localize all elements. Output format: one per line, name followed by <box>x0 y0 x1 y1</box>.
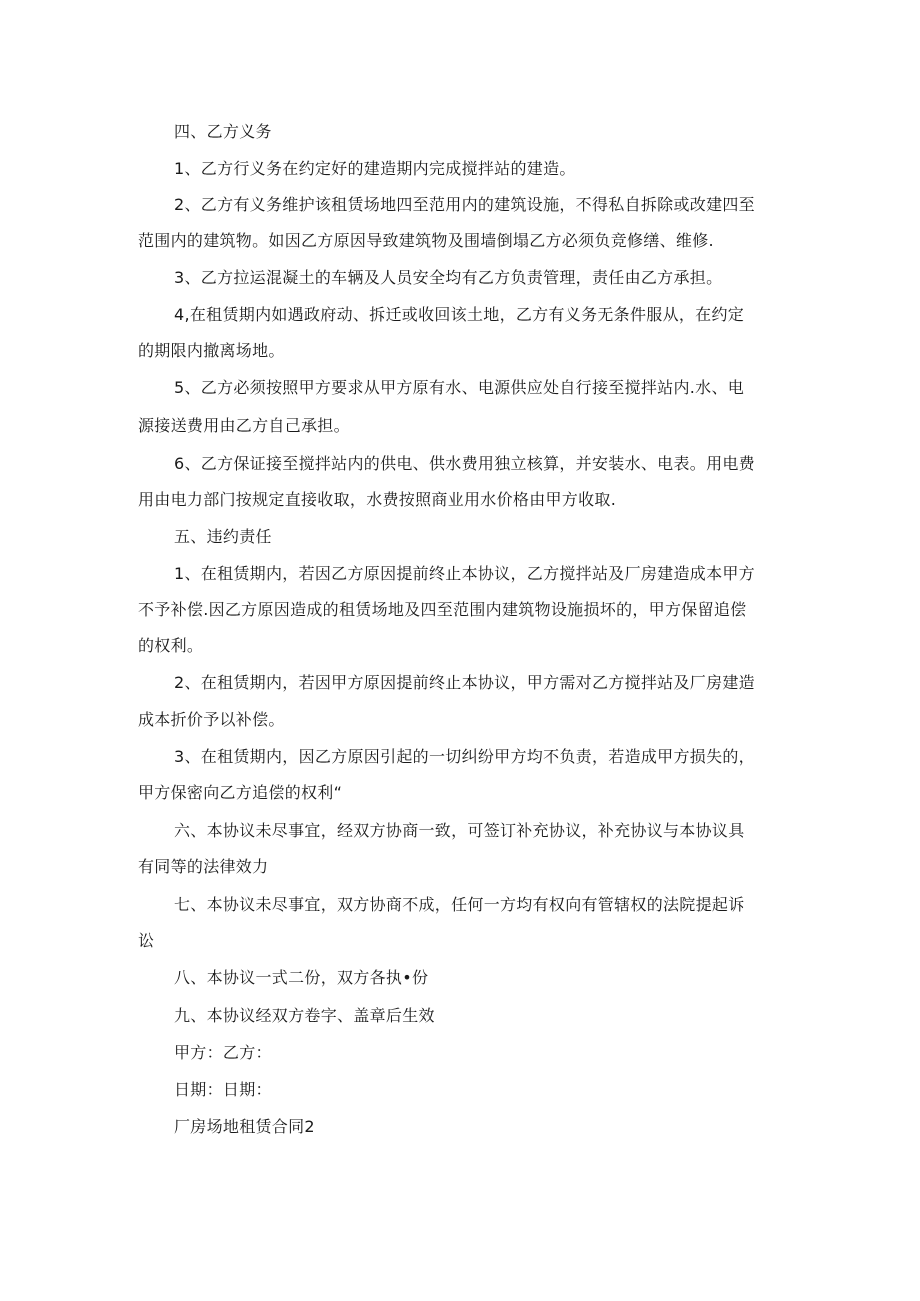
s5-item-3-line-1: 3、在租赁期内，因乙方原因引起的一切纠纷甲方均不负责，若造成甲方损失的， <box>174 747 755 766</box>
s4-item-6-line-2: 用由电力部门按规定直接收取，水费按照商业用水价格由甲方收取. <box>138 490 617 509</box>
s4-item-6-line-1: 6、乙方保证接至搅拌站内的供电、供水费用独立核算，并安装水、电表。用电费 <box>174 454 755 473</box>
next-document-title: 厂房场地租赁合同2 <box>174 1117 315 1136</box>
section-8: 八、本协议一式二份，双方各执•份 <box>174 968 429 987</box>
section-6-line-2: 有同等的法律效力 <box>138 857 269 876</box>
s4-item-2-line-1: 2、乙方有义务维护该租赁场地四至范用内的建筑设施，不得私自拆除或改建四至 <box>174 195 755 214</box>
s5-item-2-line-2: 成本折价予以补偿。 <box>138 710 285 729</box>
s4-item-5-line-1: 5、乙方必须按照甲方要求从甲方原有水、电源供应处自行接至搅拌站内.水、电 <box>174 378 745 397</box>
s4-item-5-line-2: 源接送费用由乙方自己承担。 <box>138 416 350 435</box>
date-line: 日期：日期： <box>174 1080 272 1099</box>
party-signature-line: 甲方：乙方： <box>174 1043 272 1062</box>
s5-item-1-line-1: 1、在租赁期内，若因乙方原因提前终止本协议，乙方搅拌站及厂房建造成本甲方 <box>174 564 755 583</box>
section-4-heading: 四、乙方义务 <box>174 122 272 141</box>
section-7-line-1: 七、本协议未尽事宜，双方协商不成，任何一方均有权向有管辖权的法院提起诉 <box>174 895 745 914</box>
section-6-line-1: 六、本协议未尽事宜，经双方协商一致，可签订补充协议，补充协议与本协议具 <box>174 821 745 840</box>
section-7-line-2: 讼 <box>138 931 155 950</box>
s5-item-1-line-2: 不予补偿.因乙方原因造成的租赁场地及四至范围内建筑物设施损坏的，甲方保留追偿 <box>138 600 747 619</box>
s4-item-3: 3、乙方拉运混凝土的车辆及人员安全均有乙方负责管理，责任由乙方承担。 <box>174 268 723 287</box>
s4-item-4-line-2: 的期限内撤离场地。 <box>138 341 285 360</box>
s4-item-2-line-2: 范围内的建筑物。如因乙方原因导致建筑物及围墙倒塌乙方必须负竞修缮、维修. <box>138 231 714 250</box>
s5-item-3-line-2: 甲方保密向乙方追偿的权利“ <box>138 783 343 802</box>
s5-item-1-line-3: 的权利。 <box>138 636 204 655</box>
s5-item-2-line-1: 2、在租赁期内，若因甲方原因提前终止本协议，甲方需对乙方搅拌站及厂房建造 <box>174 673 755 692</box>
section-5-heading: 五、违约责任 <box>174 527 272 546</box>
section-9: 九、本协议经双方卷字、盖章后生效 <box>174 1006 435 1025</box>
s4-item-4-line-1: 4,在租赁期内如遇政府动、拆迁或收回该土地，乙方有义务无条件服从，在约定 <box>174 305 745 324</box>
s4-item-1: 1、乙方行义务在约定好的建造期内完成搅拌站的建造。 <box>174 159 576 178</box>
